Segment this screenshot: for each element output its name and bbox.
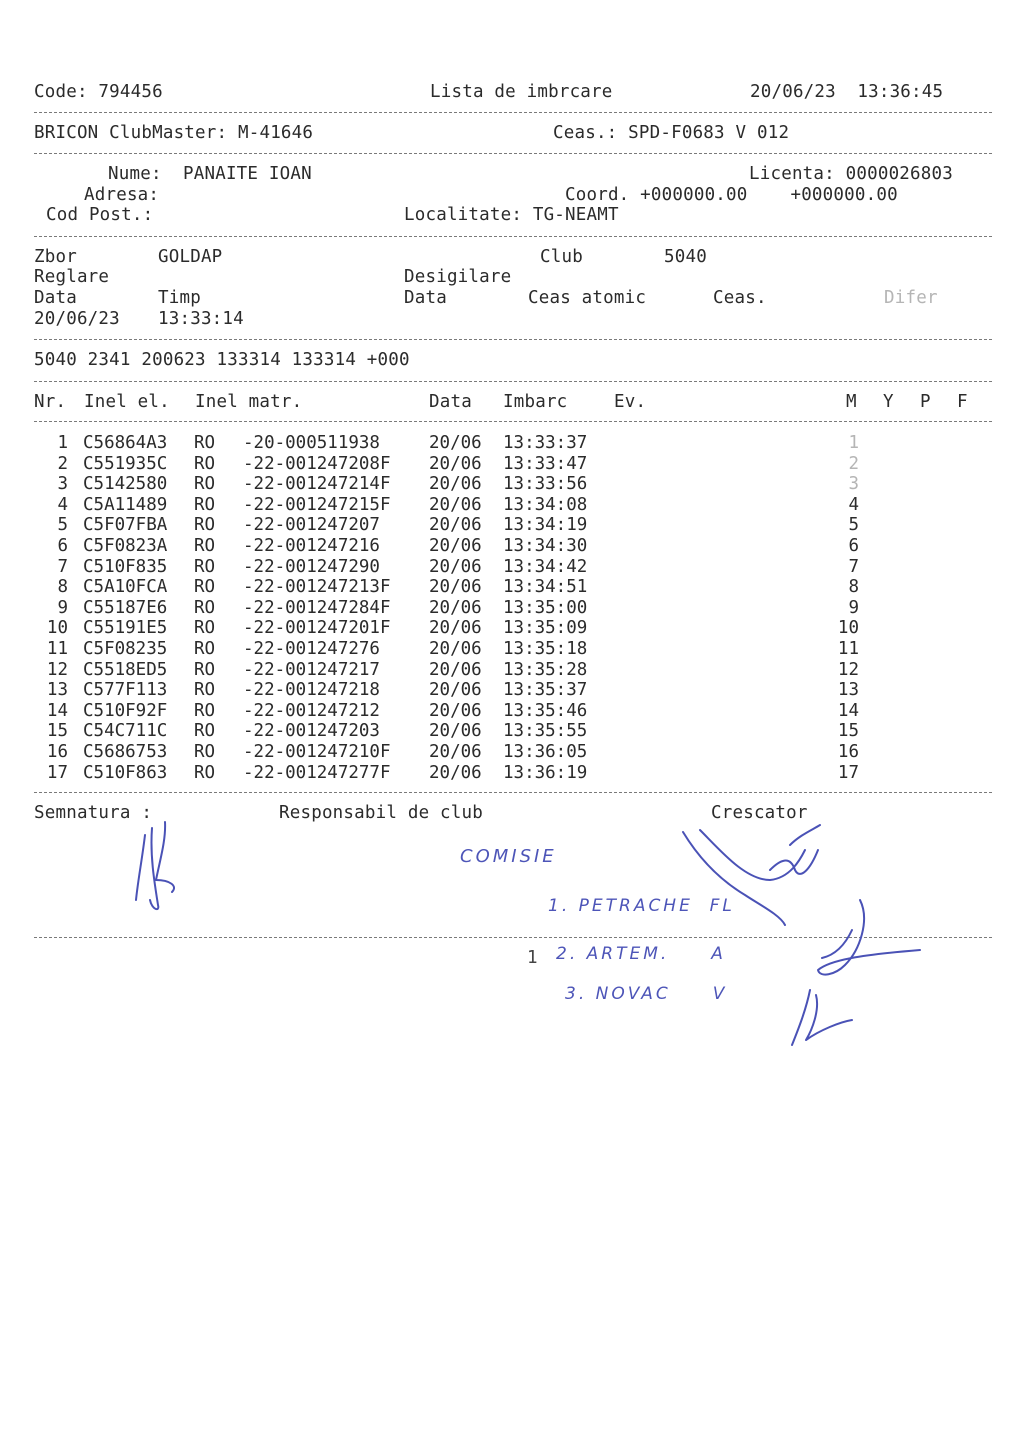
row-inel-el: C5A10FCA [83, 577, 168, 597]
address-label: Adresa: [84, 185, 160, 205]
row-inel-el: C54C711C [83, 721, 168, 741]
row-m: 14 [837, 701, 859, 721]
locality: Localitate: TG-NEAMT [404, 205, 619, 225]
col-imbarc: Imbarc [503, 392, 568, 412]
data2-label: Data [404, 288, 447, 308]
row-inel-el: C56864A3 [83, 433, 168, 453]
row-time: 13:33:47 [503, 454, 588, 474]
row-m: 12 [837, 660, 859, 680]
row-inel-el: C577F113 [83, 680, 168, 700]
row-m: 13 [837, 680, 859, 700]
row-nr: 16 [46, 742, 68, 762]
timp-label: Timp [158, 288, 201, 308]
row-m: 6 [848, 536, 859, 556]
row-country: RO [194, 474, 216, 494]
clubmaster-id: BRICON ClubMaster: M-41646 [34, 123, 314, 143]
row-nr: 2 [57, 454, 68, 474]
row-inel-el: C5F08235 [83, 639, 168, 659]
ceas-label: Ceas. [713, 288, 767, 308]
row-inel-matr: -22-001247210F [243, 742, 391, 762]
breeder-label: Crescator [711, 803, 808, 823]
signature-member-3 [792, 990, 852, 1045]
row-nr: 4 [57, 495, 68, 515]
col-inel-el: Inel el. [84, 392, 170, 412]
row-inel-el: C5A11489 [83, 495, 168, 515]
row-date: 20/06 [429, 639, 482, 659]
handwritten-member-3: 3. NOVAC V [565, 984, 728, 1004]
row-inel-matr: -22-001247208F [243, 454, 391, 474]
row-m: 9 [848, 598, 859, 618]
row-date: 20/06 [429, 742, 482, 762]
row-inel-matr: -22-001247277F [243, 763, 391, 783]
signature-left [136, 822, 174, 909]
row-m: 4 [848, 495, 859, 515]
row-nr: 17 [46, 763, 68, 783]
row-nr: 12 [46, 660, 68, 680]
row-country: RO [194, 721, 216, 741]
row-country: RO [194, 639, 216, 659]
signature-label: Semnatura : [34, 803, 153, 823]
row-date: 20/06 [429, 721, 482, 741]
row-inel-matr: -22-001247284F [243, 598, 391, 618]
row-country: RO [194, 557, 216, 577]
row-inel-matr: -22-001247212 [243, 701, 380, 721]
name-label: Nume: [108, 164, 162, 184]
row-country: RO [194, 536, 216, 556]
row-time: 13:34:42 [503, 557, 588, 577]
row-inel-el: C510F835 [83, 557, 168, 577]
row-inel-el: C5518ED5 [83, 660, 168, 680]
signature-crescator [683, 825, 820, 925]
row-date: 20/06 [429, 474, 482, 494]
row-m: 15 [837, 721, 859, 741]
row-inel-matr: -22-001247213F [243, 577, 391, 597]
row-m: 8 [848, 577, 859, 597]
row-country: RO [194, 454, 216, 474]
row-inel-matr: -22-001247214F [243, 474, 391, 494]
row-inel-matr: -22-001247216 [243, 536, 380, 556]
code-line: 5040 2341 200623 133314 133314 +000 [34, 350, 410, 370]
row-country: RO [194, 660, 216, 680]
col-data: Data [429, 392, 472, 412]
row-date: 20/06 [429, 680, 482, 700]
row-time: 13:36:05 [503, 742, 588, 762]
row-inel-matr: -22-001247203 [243, 721, 380, 741]
row-country: RO [194, 598, 216, 618]
data-label: Data [34, 288, 77, 308]
row-inel-el: C5F07FBA [83, 515, 168, 535]
row-time: 13:35:37 [503, 680, 588, 700]
reglare-time: 13:33:14 [158, 309, 244, 329]
row-inel-el: C510F863 [83, 763, 168, 783]
row-inel-matr: -22-001247290 [243, 557, 380, 577]
zbor-value: GOLDAP [158, 247, 223, 267]
row-inel-el: C551935C [83, 454, 168, 474]
row-m: 10 [837, 618, 859, 638]
row-inel-el: C5142580 [83, 474, 168, 494]
row-time: 13:33:37 [503, 433, 588, 453]
row-country: RO [194, 495, 216, 515]
handwritten-member-2: 2. ARTEM. A [556, 944, 726, 964]
row-nr: 5 [57, 515, 68, 535]
row-country: RO [194, 742, 216, 762]
row-country: RO [194, 680, 216, 700]
row-date: 20/06 [429, 433, 482, 453]
code-number: Code: 794456 [34, 82, 163, 102]
club-label: Club [540, 247, 583, 267]
row-nr: 8 [57, 577, 68, 597]
row-time: 13:35:55 [503, 721, 588, 741]
reglare-date: 20/06/23 [34, 309, 120, 329]
row-date: 20/06 [429, 515, 482, 535]
row-inel-el: C5686753 [83, 742, 168, 762]
col-y: Y [883, 392, 894, 412]
col-inel-matr: Inel matr. [195, 392, 303, 412]
club-responsible-label: Responsabil de club [279, 803, 483, 823]
club-value: 5040 [664, 247, 707, 267]
row-time: 13:35:46 [503, 701, 588, 721]
row-date: 20/06 [429, 557, 482, 577]
row-time: 13:34:51 [503, 577, 588, 597]
clock-id: Ceas.: SPD-F0683 V 012 [553, 123, 790, 143]
row-inel-matr: -22-001247276 [243, 639, 380, 659]
coordinates: Coord. +000000.00 +000000.00 [565, 185, 898, 205]
print-datetime: 20/06/23 13:36:45 [750, 82, 944, 102]
row-country: RO [194, 577, 216, 597]
col-ev: Ev. [614, 392, 647, 412]
row-m: 2 [848, 454, 859, 474]
row-time: 13:35:09 [503, 618, 588, 638]
row-inel-matr: -22-001247217 [243, 660, 380, 680]
signature-member-2 [818, 900, 920, 975]
row-inel-matr: -22-001247215F [243, 495, 391, 515]
row-nr: 10 [46, 618, 68, 638]
row-inel-matr: -22-001247207 [243, 515, 380, 535]
row-date: 20/06 [429, 763, 482, 783]
row-nr: 1 [57, 433, 68, 453]
row-date: 20/06 [429, 454, 482, 474]
zbor-label: Zbor [34, 247, 77, 267]
row-nr: 15 [46, 721, 68, 741]
row-nr: 6 [57, 536, 68, 556]
owner-name: PANAITE IOAN [183, 164, 312, 184]
row-nr: 13 [46, 680, 68, 700]
row-inel-el: C55191E5 [83, 618, 168, 638]
row-time: 13:36:19 [503, 763, 588, 783]
row-country: RO [194, 515, 216, 535]
difer-label: Difer [884, 288, 938, 308]
row-m: 11 [837, 639, 859, 659]
row-date: 20/06 [429, 660, 482, 680]
col-p: P [920, 392, 931, 412]
row-time: 13:35:18 [503, 639, 588, 659]
row-inel-matr: -22-001247201F [243, 618, 391, 638]
row-m: 5 [848, 515, 859, 535]
handwritten-member-1: 1. PETRACHE FL [548, 896, 735, 916]
row-time: 13:35:00 [503, 598, 588, 618]
col-f: F [957, 392, 968, 412]
row-inel-el: C5F0823A [83, 536, 168, 556]
desigilare-label: Desigilare [404, 267, 512, 287]
row-date: 20/06 [429, 598, 482, 618]
row-nr: 9 [57, 598, 68, 618]
row-nr: 14 [46, 701, 68, 721]
row-date: 20/06 [429, 536, 482, 556]
handwritten-comisie: COMISIE [460, 846, 557, 867]
row-country: RO [194, 763, 216, 783]
row-nr: 7 [57, 557, 68, 577]
row-time: 13:33:56 [503, 474, 588, 494]
col-m: M [846, 392, 857, 412]
row-country: RO [194, 701, 216, 721]
row-m: 1 [848, 433, 859, 453]
row-time: 13:35:28 [503, 660, 588, 680]
row-inel-matr: -22-001247218 [243, 680, 380, 700]
row-m: 7 [848, 557, 859, 577]
row-m: 16 [837, 742, 859, 762]
document-title: Lista de imbrcare [430, 82, 613, 102]
row-time: 13:34:08 [503, 495, 588, 515]
row-country: RO [194, 433, 216, 453]
row-time: 13:34:30 [503, 536, 588, 556]
row-m: 3 [848, 474, 859, 494]
row-inel-el: C510F92F [83, 701, 168, 721]
row-date: 20/06 [429, 701, 482, 721]
col-nr: Nr. [34, 392, 67, 412]
reglare-label: Reglare [34, 267, 110, 287]
licence-number: Licenta: 0000026803 [749, 164, 953, 184]
postcode-label: Cod Post.: [46, 205, 154, 225]
row-date: 20/06 [429, 495, 482, 515]
row-time: 13:34:19 [503, 515, 588, 535]
printed-number: 1 [527, 948, 538, 968]
ceas-atomic-label: Ceas atomic [528, 288, 647, 308]
row-date: 20/06 [429, 618, 482, 638]
row-m: 17 [837, 763, 859, 783]
row-nr: 11 [46, 639, 68, 659]
row-date: 20/06 [429, 577, 482, 597]
row-inel-el: C55187E6 [83, 598, 168, 618]
row-country: RO [194, 618, 216, 638]
row-inel-matr: -20-000511938 [243, 433, 380, 453]
row-nr: 3 [57, 474, 68, 494]
